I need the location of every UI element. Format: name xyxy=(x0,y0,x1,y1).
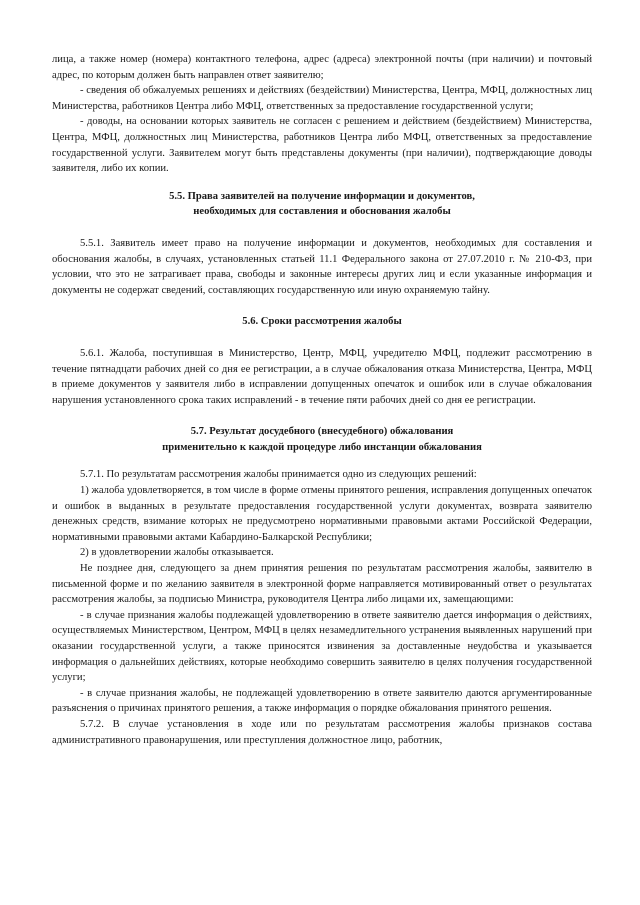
paragraph-decisions-info: - сведения об обжалуемых решениях и действиях (бездействии) Министерства, Центра, МФЦ, должностных лиц Министерства, работников Центра либо МФЦ, ответственных за предоставление государственной услуги; xyxy=(52,85,592,112)
paragraph-5-7-1: 5.7.1. По результатам рассмотрения жалобы принимается одно из следующих решений: xyxy=(80,469,477,481)
paragraph-continuation: лица, а также номер (номера) контактного телефона, адрес (адреса) электронной почты (при наличии) и почтовый адрес, по которым должен быть направлен ответ заявителю; xyxy=(52,54,592,81)
paragraph-5-7-1-refused: - в случае признания жалобы, не подлежащей удовлетворению в ответе заявителю даются аргументированные разъяснения о причинах принятого решения, а также информация о порядке обжалования принятого решения. xyxy=(52,687,592,715)
paragraph-5-5-1: 5.5.1. Заявитель имеет право на получение информации и документов, необходимых для составления и обоснования жалобы, в случаях, установленных статьей 11.1 Федерального закона от 27.07.2010 г. № 210-ФЗ, при условии, что это не затрагивает права, свободы и законные интересы других лиц и если указанные информация и документы не содержат сведений, составляющих государственную или иную охраняемую тайну. xyxy=(52,237,592,296)
paragraph-5-7-1-item1: 1) жалоба удовлетворяется, в том числе в форме отмены принятого решения, исправления допущенных опечаток и ошибок в выданных в результате предоставления государственной услуги документах, возврата заявителю денежных средств, взимание которых не предусмотрено нормативными правовыми актами Российской Федерации, нормативными правовыми актами Кабардино-Балкарской Республики; xyxy=(52,485,592,543)
paragraph-5-7-1-item2: 2) в удовлетворении жалобы отказывается. xyxy=(80,547,274,559)
heading-5-5-line1: 5.5. Права заявителей на получение информации и документов, xyxy=(169,190,475,202)
paragraph-5-7-2: 5.7.2. В случае установления в ходе или по результатам рассмотрения жалобы признаков состава административного правонарушения, или преступления должностное лицо, работник, xyxy=(52,718,592,746)
paragraph-5-7-1-answer: Не позднее дня, следующего за днем принятия решения по результатам рассмотрения жалобы, заявителю в письменной форме и по желанию заявителя в электронной форме направляется мотивированный ответ о результатах рассмотрения жалобы, за подписью Министра, руководителя Центра либо лицами их, замещающими: xyxy=(52,563,592,606)
paragraph-5-7-1-satisfied: - в случае признания жалобы подлежащей удовлетворению в ответе заявителю дается информация о действиях, осуществляемых Министерством, Центром, МФЦ в целях незамедлительного устранения выявленных нарушений при оказании государственной услуги, а также приносятся извинения за доставленные неудобства и указывается информация о дальнейших действиях, которые необходимо совершить заявителю в целях получения государственной услуги; xyxy=(52,609,592,684)
heading-5-7-line2: применительно к каждой процедуре либо инстанции обжалования xyxy=(162,441,482,453)
heading-5-5-line2: необходимых для составления и обоснования жалобы xyxy=(193,206,451,218)
paragraph-arguments: - доводы, на основании которых заявитель не согласен с решением и действием (бездействием) Министерства, Центра, МФЦ, должностных лиц Министерства, работников Центра либо МФЦ, ответственных за предоставление государственной услуги. Заявителем могут быть представлены документы (при наличии), подтверждающие доводы заявителя, либо их копии. xyxy=(52,116,592,175)
heading-5-6: 5.6. Сроки рассмотрения жалобы xyxy=(242,316,402,328)
paragraph-5-6-1: 5.6.1. Жалоба, поступившая в Министерство, Центр, МФЦ, учредителю МФЦ, подлежит рассмотрению в течение пятнадцати рабочих дней со дня ее регистрации, а в случае обжалования отказа Министерства, Центра, МФЦ в приеме документов у заявителя либо в исправлении допущенных опечаток и ошибок или в случае обжалования нарушения установленного срока таких исправлений - в течение пяти рабочих дней со дня ее регистрации. xyxy=(52,347,592,406)
heading-5-7-line1: 5.7. Результат досудебного (внесудебного) обжалования xyxy=(190,426,454,438)
